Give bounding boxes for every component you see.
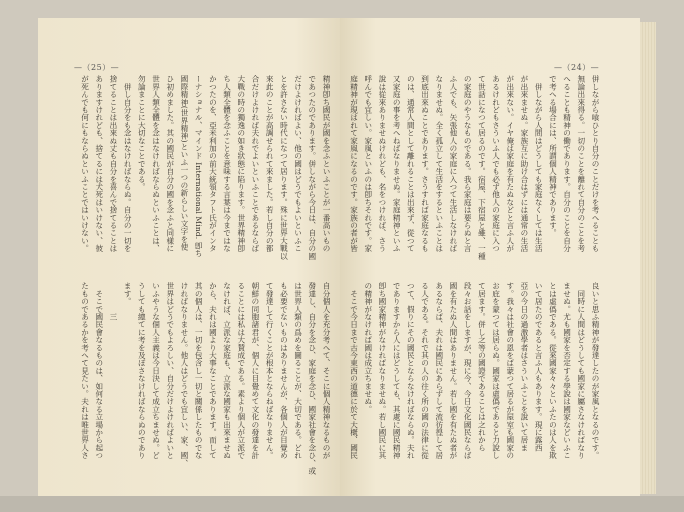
text-column: だけよければよい、他の國はどうでもよいといふこ: [293, 75, 303, 253]
page-number: —（24）—: [554, 63, 600, 72]
text-column: のは、通常人間として離れることは出來ず、從つて: [406, 75, 416, 253]
text-column: 世界人類全體を念はなければならぬといふことは、: [151, 75, 161, 253]
text-column: たものであるかを考へて見たい。夫れは唯世界人さ: [80, 282, 90, 460]
page-stack-edge: [640, 22, 656, 494]
text-column: 國を有たぬ人間はありません。若し國を有たぬ者が: [448, 282, 458, 460]
text-column: あるけれどもさういふ人でも必ず他人の家庭に入つ: [491, 75, 501, 253]
right-page: [340, 18, 640, 496]
text-column: 來此のことが高調せられて來ました。若し自分の都: [265, 75, 275, 253]
text-block-upper: [346, 75, 602, 275]
text-column: ければなりません。他人はどうでも宜しい、家、國、: [179, 282, 189, 467]
text-column: 又家庭の事を考へねばなりませぬ。家庭精神といふ: [392, 75, 402, 253]
page-number: —（25）—: [74, 63, 120, 72]
text-column: 到底出來ぬことであります。さうすれば家庭なるも: [420, 75, 430, 253]
text-column: 大戰の時の獨逸の如き狀態に陷ります。世界精神卽: [236, 75, 246, 253]
text-column: 捨てることは出來ぬ丈も自分を喜んで捨てることは: [108, 75, 118, 253]
text-block-lower: [346, 282, 602, 482]
text-column: 同時に人間はどうしても國家に屬さなければなり: [576, 282, 586, 460]
text-column: そこで今日まで古今東西の道德に於て大概、國民: [349, 282, 359, 460]
text-column: で考へる場合には、所謂個人精神であります。: [548, 75, 558, 237]
text-column: ふ人でも、矢張他人の家庭に入つて生活しなければ: [448, 75, 458, 253]
text-column: いふやうな個人主義は今日決して成立ちませぬ。ど: [151, 282, 161, 460]
text-column: 無論出來得る。一切のことを離れて自分のことを考: [576, 75, 586, 253]
text-column: ませぬ。尤も國家を否定する學說は國家などいふこ: [562, 282, 572, 460]
text-column: 庭精神が現はれて家風になるのです。家族の者が皆: [349, 75, 359, 253]
text-column: 併し自分をも念はなければならぬ。自分の一切を: [123, 75, 133, 253]
background-surface: [0, 496, 684, 512]
text-column: あるならば、夫れは國民にあらずして流彷徨して居: [434, 282, 444, 460]
text-column: でありますから人にはどうしても、其處に國民精神: [392, 282, 402, 460]
text-column: 世界はどうでもよろしい、自分だけよければよいと: [165, 282, 175, 460]
text-column: が死んでも何にもならぬといふことではいけない。: [80, 75, 90, 253]
text-column: が出來ない。イヤ俺は家庭を有たぬなどと言ふ人が: [505, 75, 515, 253]
text-column: て發達して行くことが根本とならねばなりません。: [265, 282, 275, 460]
text-column: そこで國民會なるものは、如何なる立場から起つ: [94, 282, 104, 460]
text-column: 其の個人は、一切を包含し一切と關係したものでな: [194, 282, 204, 460]
left-page: [38, 18, 340, 496]
text-column: 併しながら喰ひとり自分のことだけを考へることも: [591, 75, 600, 253]
text-column: 自分個人を充分考へて、そこに個人精神なるものが: [322, 282, 331, 460]
text-column: うしても總てに考を及ぼさなければならぬのであり: [137, 282, 147, 460]
text-column: へることも精神の働であります。自分のことを自分: [562, 75, 572, 253]
text-column: 勿論まことに大切なことである。: [137, 75, 147, 191]
text-column: とは虛僞である。從來國家々々といふたのは人を欺: [548, 282, 558, 460]
text-column: て居ます。併し之等の國證であることは之れから: [477, 282, 487, 452]
text-column: 三: [108, 282, 118, 321]
text-column: も必要でないものはありませんが、各個人が目覺め: [279, 282, 289, 460]
text-column: の家庭のやうなものである。我ら家庭は要らぬと言: [463, 75, 473, 253]
text-column: であつたのであります。併しながら今日は、自分の國: [307, 75, 317, 260]
text-column: て世話になつて居るのです。宿屋、下宿屋と雖、一種: [477, 75, 487, 260]
text-column: なければ、立派な家庭も、立派な國家も出來ませぬ: [222, 282, 232, 460]
text-column: 說は從來ありませぬけれども、名をつければ、さう: [377, 75, 387, 253]
text-column: から、夫れは國より大事なことであります。而して: [208, 282, 218, 460]
text-column: ることには私は大賛成である。素より個人が立派で: [236, 282, 246, 460]
text-column: なりませぬ。全く孤立して生活をするといふことは: [434, 75, 444, 253]
text-column: ひ初めました。其の國民が自分の國を念ふと同樣に: [165, 75, 175, 253]
text-column: 併しながら人間はどうしても家庭なくしては生活: [534, 75, 544, 253]
text-column: の精神がなければ國は成立ちませぬ。: [363, 282, 373, 413]
text-column: お庇を蒙つては居らぬ。國家は虛僞であると力說し: [491, 282, 501, 460]
text-column: 合だけよければ夫れでよいといふことであるならば: [250, 75, 260, 253]
text-column: 發達し、自分を念ひ、家庭を念ひ、國家社會を念ひ、或: [307, 282, 317, 475]
text-block-upper: [77, 75, 333, 275]
text-column: す。我々は社會の恩をば蒙つて居るが屋室も國家の: [505, 282, 515, 460]
text-column: ありますけれども、捨てるには犬死はいけない、彼: [94, 75, 104, 253]
open-book: [38, 18, 658, 496]
text-column: ち人類全體を念ふことを意味する言葉は今まではな: [222, 75, 232, 253]
text-column: かつたのを、亞米利加の前大統領タフト氏がインタ: [208, 75, 218, 253]
text-column: 良いと思ふ精神が發達したのが家風となるのです。: [591, 282, 600, 460]
text-column: 段々お話をしますが、現に今、今日文化國民ならば: [463, 282, 473, 460]
text-column: が出來ませぬ。家族互に助け合はずには通常の生活: [519, 75, 529, 253]
text-column: 精神卽ち國民が國を念ふといふことが一番高いもの: [322, 75, 331, 253]
text-column: とを許さない時代になつて居ります。殊に世界大戰以: [279, 75, 289, 260]
text-column: は世界人類の爲めを圖ることが、大切である。どれ: [293, 282, 303, 460]
text-block-lower: [77, 282, 333, 482]
text-column: 國際精神(世界精神)といふ一つの新らしい文字を使: [179, 75, 189, 251]
text-column: つて、假りにその國民とならなければならぬ。夫れ: [406, 282, 416, 460]
text-column: ます。: [123, 282, 133, 306]
text-column: ーナショナル、マインド International Mind. 卽ち: [194, 75, 204, 258]
text-column: 亞の今日の過激學者はさういふことを說いて居ま: [519, 282, 529, 452]
text-column: 呼んでも宜しい。家風といふのは卽ちそれです。家: [363, 75, 373, 253]
text-column: 卽ち國家精神がなければなりませぬ。若し國民に其: [377, 282, 387, 460]
text-column: いて居たのであると言ふ人もあります。現に露西: [534, 282, 544, 452]
text-column: る人である。それで其の人の往く所の國の法律に從: [420, 282, 430, 460]
text-column: 朝鮮の同胞諸君が、個人に目覺めて文化の發達を計: [250, 282, 260, 460]
